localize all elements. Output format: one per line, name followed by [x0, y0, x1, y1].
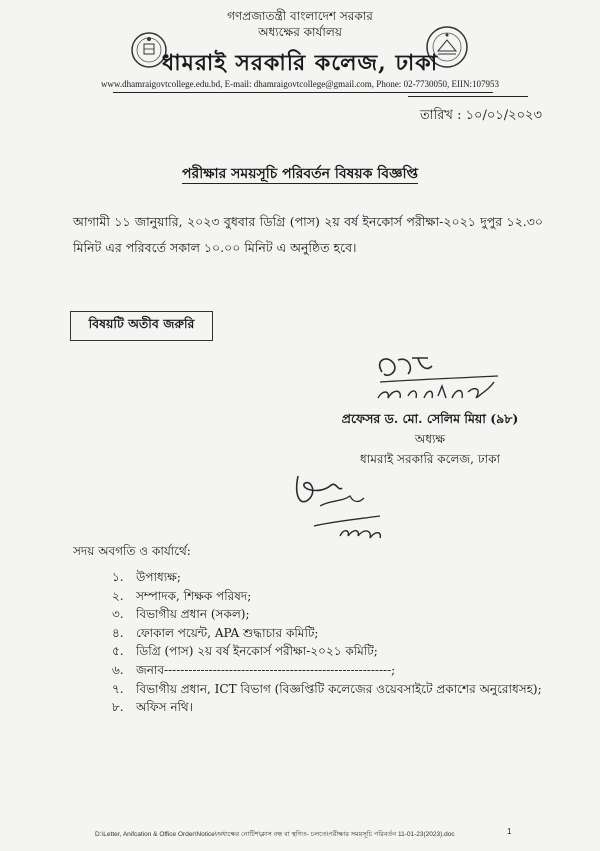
list-item-number: ৬.	[112, 662, 124, 677]
header-divider-right	[408, 96, 528, 97]
list-item-text: ফোকাল পয়েন্ট, APA শুদ্ধাচার কমিটি;	[136, 625, 319, 640]
signatory-name: প্রফেসর ড. মো. সেলিম মিয়া (৯৮)	[341, 411, 519, 426]
list-item-number: ৩.	[112, 607, 124, 622]
footer-page-number: 1	[507, 827, 512, 836]
list-item-number: ৫.	[112, 644, 124, 659]
list-item-text: বিভাগীয় প্রধান (সকল);	[136, 607, 250, 622]
list-item-text: ডিগ্রি (পাস) ২য় বর্ষ ইনকোর্স পরীক্ষা-২০২১ কমিটি;	[136, 644, 378, 659]
notice-body: আগামী ১১ জানুয়ারি, ২০২৩ বুধবার ডিগ্রি (পাস) ২য় বর্ষ ইনকোর্স পরীক্ষা-২০২১ দুপুর ১২.৩০ মিনিট এর পরিবর্তে সকাল ১০.০০ মিনিট এ অনুষ্ঠিত হবে।	[73, 214, 543, 255]
list-item-number: ৭.	[112, 681, 124, 696]
list-item	[112, 605, 512, 624]
header-government: গণপ্রজাতন্ত্রী বাংলাদেশ সরকার	[227, 9, 373, 23]
second-signature	[290, 466, 400, 544]
header-office: অধ্যক্ষের কার্যালয়	[258, 25, 342, 39]
urgent-box: বিষয়টি অতীব জরুরি	[70, 311, 213, 341]
footer-file-path: D:\Letter, Anifcation & Office Order\Notice\অধ্যক্ষের নোটিশ\ক্লাস বন্ধ বা স্থগিত- চলতে\পরীক্ষার সময়সূচি পরিবর্তন 11-01-23(2023).doc	[95, 831, 455, 838]
cc-heading: সদয় অবগতি ও কার্যার্থে:	[73, 544, 191, 558]
list-item-text: উপাধ্যক্ষ;	[136, 570, 181, 584]
list-item-number: ১.	[112, 570, 124, 584]
list-item	[112, 698, 512, 717]
list-item-number: ২.	[112, 588, 124, 603]
list-item	[112, 568, 512, 587]
header-contact: www.dhamraigovtcollege.edu.bd, E-mail: dhamraigovtcollege@gmail.com, Phone: 02-7730050, EIIN:107953	[100, 79, 500, 89]
signatory-institution: ধামরাই সরকারি কলেজ, ঢাকা	[360, 452, 500, 466]
header-college-name: ধামরাই সরকারি কলেজ, ঢাকা	[161, 50, 439, 76]
list-item	[112, 587, 512, 606]
notice-subject	[0, 162, 600, 186]
list-item-text: সম্পাদক, শিক্ষক পরিষদ;	[136, 588, 252, 603]
notice-subject-text: পরীক্ষার সময়সূচি পরিবর্তন বিষয়ক বিজ্ঞপ্তি	[181, 166, 418, 182]
signatory-title: অধ্যক্ষ	[414, 432, 446, 446]
list-item-number: ৮.	[112, 700, 124, 715]
distribution-list	[112, 568, 542, 717]
principal-signature	[368, 352, 518, 410]
list-item-text: অফিস নথি।	[136, 700, 193, 715]
list-item-number: ৪.	[112, 625, 124, 640]
list-item	[112, 661, 512, 680]
notice-date: তারিখ : ১০/০১/২০২৩	[420, 108, 542, 123]
list-item-text: জনাব--------------------------------------------------------;	[136, 662, 396, 677]
list-item	[112, 680, 542, 699]
header-divider	[113, 92, 493, 93]
list-item-text: বিভাগীয় প্রধান, ICT বিভাগ (বিজ্ঞপ্তিটি কলেজের ওয়েবসাইটে প্রকাশের অনুরোধসহ);	[136, 681, 542, 696]
list-item	[112, 642, 512, 661]
list-item	[112, 624, 512, 643]
